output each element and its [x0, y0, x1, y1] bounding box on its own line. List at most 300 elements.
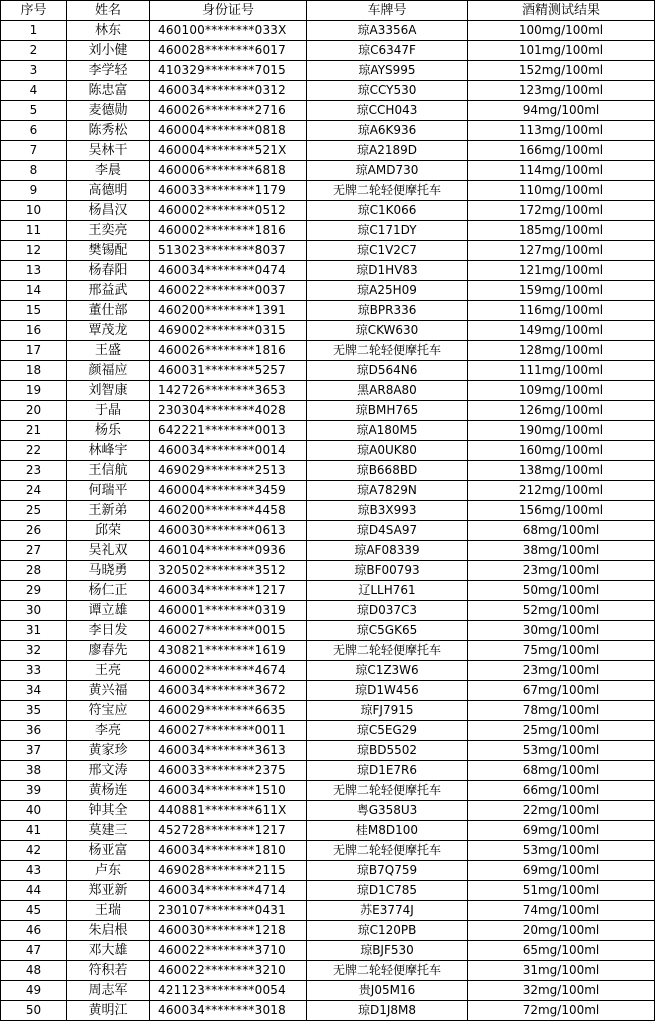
cell-id-number: 460004********0818	[150, 121, 307, 141]
cell-name: 于晶	[67, 401, 150, 421]
cell-alcohol-result: 67mg/100ml	[468, 681, 655, 701]
cell-name: 杨乐	[67, 421, 150, 441]
cell-alcohol-result: 53mg/100ml	[468, 841, 655, 861]
cell-plate-number: 无牌二轮轻便摩托车	[307, 341, 468, 361]
cell-serial-number: 49	[1, 981, 67, 1001]
table-row	[1, 381, 655, 401]
cell-plate-number: 琼B7Q759	[307, 861, 468, 881]
table-row	[1, 301, 655, 321]
cell-serial-number: 22	[1, 441, 67, 461]
cell-alcohol-result: 110mg/100ml	[468, 181, 655, 201]
cell-name: 刘小健	[67, 41, 150, 61]
cell-name: 李学轻	[67, 61, 150, 81]
table-row	[1, 921, 655, 941]
cell-plate-number: 琼D1HV83	[307, 261, 468, 281]
cell-plate-number: 苏E3774J	[307, 901, 468, 921]
cell-plate-number: 琼D037C3	[307, 601, 468, 621]
cell-serial-number: 31	[1, 621, 67, 641]
header-serial-number: 序号	[1, 1, 67, 21]
table-row	[1, 661, 655, 681]
cell-alcohol-result: 156mg/100ml	[468, 501, 655, 521]
cell-serial-number: 39	[1, 781, 67, 801]
cell-id-number: 142726********3653	[150, 381, 307, 401]
table-header	[1, 1, 655, 21]
cell-serial-number: 4	[1, 81, 67, 101]
cell-id-number: 460002********4674	[150, 661, 307, 681]
cell-alcohol-result: 31mg/100ml	[468, 961, 655, 981]
cell-serial-number: 26	[1, 521, 67, 541]
cell-alcohol-result: 74mg/100ml	[468, 901, 655, 921]
cell-name: 杨亚富	[67, 841, 150, 861]
cell-plate-number: 琼BPR336	[307, 301, 468, 321]
cell-serial-number: 5	[1, 101, 67, 121]
table-row	[1, 881, 655, 901]
cell-plate-number: 琼A6K936	[307, 121, 468, 141]
cell-id-number: 460034********4714	[150, 881, 307, 901]
cell-id-number: 460004********521X	[150, 141, 307, 161]
cell-id-number: 460033********1179	[150, 181, 307, 201]
cell-serial-number: 30	[1, 601, 67, 621]
cell-name: 钟其全	[67, 801, 150, 821]
cell-alcohol-result: 69mg/100ml	[468, 821, 655, 841]
cell-plate-number: 琼D1J8M8	[307, 1001, 468, 1021]
cell-plate-number: 琼CKW630	[307, 321, 468, 341]
cell-name: 黄杨连	[67, 781, 150, 801]
cell-serial-number: 1	[1, 21, 67, 41]
table-row	[1, 961, 655, 981]
cell-alcohol-result: 66mg/100ml	[468, 781, 655, 801]
cell-name: 卢东	[67, 861, 150, 881]
cell-serial-number: 11	[1, 221, 67, 241]
header-plate-number: 车牌号	[307, 1, 468, 21]
table-row	[1, 361, 655, 381]
cell-serial-number: 21	[1, 421, 67, 441]
cell-alcohol-result: 152mg/100ml	[468, 61, 655, 81]
table-row	[1, 581, 655, 601]
cell-id-number: 230107********0431	[150, 901, 307, 921]
table-row	[1, 461, 655, 481]
cell-name: 李晨	[67, 161, 150, 181]
cell-alcohol-result: 109mg/100ml	[468, 381, 655, 401]
table-row	[1, 701, 655, 721]
cell-alcohol-result: 128mg/100ml	[468, 341, 655, 361]
cell-serial-number: 10	[1, 201, 67, 221]
cell-alcohol-result: 127mg/100ml	[468, 241, 655, 261]
cell-id-number: 410329********7015	[150, 61, 307, 81]
cell-plate-number: 琼C120PB	[307, 921, 468, 941]
table-row	[1, 801, 655, 821]
table-row	[1, 721, 655, 741]
cell-alcohol-result: 23mg/100ml	[468, 661, 655, 681]
table-body	[1, 21, 655, 1021]
cell-serial-number: 32	[1, 641, 67, 661]
cell-name: 王亮	[67, 661, 150, 681]
table-row	[1, 281, 655, 301]
cell-plate-number: 琼C1K066	[307, 201, 468, 221]
cell-alcohol-result: 65mg/100ml	[468, 941, 655, 961]
cell-name: 郑亚新	[67, 881, 150, 901]
cell-serial-number: 38	[1, 761, 67, 781]
cell-plate-number: 琼C6347F	[307, 41, 468, 61]
cell-alcohol-result: 160mg/100ml	[468, 441, 655, 461]
cell-plate-number: 琼A180M5	[307, 421, 468, 441]
cell-plate-number: 琼A0UK80	[307, 441, 468, 461]
cell-alcohol-result: 32mg/100ml	[468, 981, 655, 1001]
table-row	[1, 521, 655, 541]
cell-alcohol-result: 172mg/100ml	[468, 201, 655, 221]
cell-id-number: 460002********1816	[150, 221, 307, 241]
table-row	[1, 261, 655, 281]
cell-serial-number: 50	[1, 1001, 67, 1021]
cell-id-number: 460034********0014	[150, 441, 307, 461]
cell-plate-number: 琼D4SA97	[307, 521, 468, 541]
cell-serial-number: 35	[1, 701, 67, 721]
cell-name: 符积若	[67, 961, 150, 981]
table-row	[1, 341, 655, 361]
cell-alcohol-result: 30mg/100ml	[468, 621, 655, 641]
cell-alcohol-result: 121mg/100ml	[468, 261, 655, 281]
cell-plate-number: 琼CCY530	[307, 81, 468, 101]
cell-alcohol-result: 123mg/100ml	[468, 81, 655, 101]
cell-serial-number: 28	[1, 561, 67, 581]
cell-name: 黄家珍	[67, 741, 150, 761]
table-row	[1, 501, 655, 521]
cell-serial-number: 43	[1, 861, 67, 881]
cell-serial-number: 3	[1, 61, 67, 81]
cell-name: 何瑞平	[67, 481, 150, 501]
table-row	[1, 401, 655, 421]
table-row	[1, 201, 655, 221]
cell-serial-number: 16	[1, 321, 67, 341]
table-row	[1, 981, 655, 1001]
cell-plate-number: 无牌二轮轻便摩托车	[307, 641, 468, 661]
cell-id-number: 320502********3512	[150, 561, 307, 581]
cell-name: 李亮	[67, 721, 150, 741]
cell-plate-number: 琼C5EG29	[307, 721, 468, 741]
table-row	[1, 861, 655, 881]
cell-plate-number: 琼D1W456	[307, 681, 468, 701]
cell-name: 邓大雄	[67, 941, 150, 961]
cell-id-number: 469028********2115	[150, 861, 307, 881]
cell-serial-number: 24	[1, 481, 67, 501]
cell-name: 朱启根	[67, 921, 150, 941]
header-alcohol-result: 酒精测试结果	[468, 1, 655, 21]
cell-name: 邢文涛	[67, 761, 150, 781]
cell-name: 杨春阳	[67, 261, 150, 281]
cell-serial-number: 41	[1, 821, 67, 841]
cell-alcohol-result: 20mg/100ml	[468, 921, 655, 941]
cell-name: 李日发	[67, 621, 150, 641]
cell-alcohol-result: 53mg/100ml	[468, 741, 655, 761]
cell-serial-number: 48	[1, 961, 67, 981]
cell-alcohol-result: 113mg/100ml	[468, 121, 655, 141]
cell-name: 周志军	[67, 981, 150, 1001]
cell-plate-number: 黑AR8A80	[307, 381, 468, 401]
cell-alcohol-result: 116mg/100ml	[468, 301, 655, 321]
cell-alcohol-result: 94mg/100ml	[468, 101, 655, 121]
cell-id-number: 460031********5257	[150, 361, 307, 381]
cell-serial-number: 33	[1, 661, 67, 681]
cell-id-number: 460028********6017	[150, 41, 307, 61]
cell-name: 杨昌汉	[67, 201, 150, 221]
cell-alcohol-result: 22mg/100ml	[468, 801, 655, 821]
cell-alcohol-result: 212mg/100ml	[468, 481, 655, 501]
cell-name: 吴礼双	[67, 541, 150, 561]
cell-plate-number: 琼BF00793	[307, 561, 468, 581]
cell-id-number: 460022********0037	[150, 281, 307, 301]
table-row	[1, 101, 655, 121]
cell-alcohol-result: 166mg/100ml	[468, 141, 655, 161]
cell-name: 王盛	[67, 341, 150, 361]
cell-alcohol-result: 72mg/100ml	[468, 1001, 655, 1021]
cell-plate-number: 琼FJ7915	[307, 701, 468, 721]
cell-name: 高德明	[67, 181, 150, 201]
cell-alcohol-result: 111mg/100ml	[468, 361, 655, 381]
cell-alcohol-result: 100mg/100ml	[468, 21, 655, 41]
cell-alcohol-result: 68mg/100ml	[468, 761, 655, 781]
cell-alcohol-result: 68mg/100ml	[468, 521, 655, 541]
cell-id-number: 421123********0054	[150, 981, 307, 1001]
cell-id-number: 469029********2513	[150, 461, 307, 481]
cell-id-number: 460034********0312	[150, 81, 307, 101]
cell-id-number: 513023********8037	[150, 241, 307, 261]
cell-id-number: 460033********2375	[150, 761, 307, 781]
cell-name: 林东	[67, 21, 150, 41]
cell-id-number: 460001********0319	[150, 601, 307, 621]
cell-name: 董仕部	[67, 301, 150, 321]
cell-plate-number: 琼C1V2C7	[307, 241, 468, 261]
cell-id-number: 460027********0015	[150, 621, 307, 641]
cell-id-number: 460030********0613	[150, 521, 307, 541]
cell-name: 邱荣	[67, 521, 150, 541]
cell-plate-number: 琼AMD730	[307, 161, 468, 181]
cell-serial-number: 29	[1, 581, 67, 601]
cell-serial-number: 8	[1, 161, 67, 181]
cell-plate-number: 琼B668BD	[307, 461, 468, 481]
cell-plate-number: 琼AYS995	[307, 61, 468, 81]
cell-serial-number: 34	[1, 681, 67, 701]
table-row	[1, 821, 655, 841]
cell-serial-number: 27	[1, 541, 67, 561]
cell-serial-number: 13	[1, 261, 67, 281]
cell-serial-number: 15	[1, 301, 67, 321]
cell-alcohol-result: 185mg/100ml	[468, 221, 655, 241]
cell-alcohol-result: 78mg/100ml	[468, 701, 655, 721]
table-row	[1, 481, 655, 501]
cell-serial-number: 18	[1, 361, 67, 381]
cell-plate-number: 无牌二轮轻便摩托车	[307, 841, 468, 861]
cell-id-number: 460026********1816	[150, 341, 307, 361]
cell-id-number: 460034********0474	[150, 261, 307, 281]
cell-id-number: 452728********1217	[150, 821, 307, 841]
cell-id-number: 460100********033X	[150, 21, 307, 41]
cell-plate-number: 琼A2189D	[307, 141, 468, 161]
cell-plate-number: 琼D1C785	[307, 881, 468, 901]
cell-plate-number: 贵J05M16	[307, 981, 468, 1001]
cell-plate-number: 琼A25H09	[307, 281, 468, 301]
cell-id-number: 460026********2716	[150, 101, 307, 121]
cell-name: 樊锡配	[67, 241, 150, 261]
cell-alcohol-result: 101mg/100ml	[468, 41, 655, 61]
table-row	[1, 61, 655, 81]
cell-id-number: 460006********6818	[150, 161, 307, 181]
cell-alcohol-result: 25mg/100ml	[468, 721, 655, 741]
cell-id-number: 460029********6635	[150, 701, 307, 721]
cell-name: 杨仁正	[67, 581, 150, 601]
table-row	[1, 161, 655, 181]
table-row	[1, 221, 655, 241]
cell-id-number: 460004********3459	[150, 481, 307, 501]
cell-serial-number: 36	[1, 721, 67, 741]
table-row	[1, 441, 655, 461]
cell-name: 陈秀松	[67, 121, 150, 141]
cell-plate-number: 琼CCH043	[307, 101, 468, 121]
table-row	[1, 81, 655, 101]
table-row	[1, 941, 655, 961]
cell-alcohol-result: 149mg/100ml	[468, 321, 655, 341]
cell-id-number: 460200********1391	[150, 301, 307, 321]
cell-serial-number: 23	[1, 461, 67, 481]
cell-alcohol-result: 190mg/100ml	[468, 421, 655, 441]
cell-serial-number: 40	[1, 801, 67, 821]
cell-id-number: 460034********3613	[150, 741, 307, 761]
cell-name: 黄明江	[67, 1001, 150, 1021]
cell-plate-number: 琼D564N6	[307, 361, 468, 381]
cell-alcohol-result: 23mg/100ml	[468, 561, 655, 581]
cell-serial-number: 14	[1, 281, 67, 301]
cell-name: 陈忠富	[67, 81, 150, 101]
cell-plate-number: 琼D1E7R6	[307, 761, 468, 781]
cell-name: 覃茂龙	[67, 321, 150, 341]
cell-name: 麦德勋	[67, 101, 150, 121]
table-row	[1, 901, 655, 921]
cell-plate-number: 无牌二轮轻便摩托车	[307, 181, 468, 201]
cell-serial-number: 37	[1, 741, 67, 761]
header-row	[1, 1, 655, 21]
cell-plate-number: 琼C1Z3W6	[307, 661, 468, 681]
cell-name: 刘智康	[67, 381, 150, 401]
cell-plate-number: 桂M8D100	[307, 821, 468, 841]
cell-serial-number: 44	[1, 881, 67, 901]
cell-plate-number: 琼AF08339	[307, 541, 468, 561]
cell-id-number: 460034********3018	[150, 1001, 307, 1021]
cell-name: 颜福应	[67, 361, 150, 381]
header-name: 姓名	[67, 1, 150, 21]
table-row	[1, 121, 655, 141]
cell-alcohol-result: 126mg/100ml	[468, 401, 655, 421]
table-row	[1, 841, 655, 861]
table-row	[1, 641, 655, 661]
cell-alcohol-result: 159mg/100ml	[468, 281, 655, 301]
cell-name: 谭立雄	[67, 601, 150, 621]
header-id-number: 身份证号	[150, 1, 307, 21]
cell-id-number: 460034********1510	[150, 781, 307, 801]
cell-name: 王奕亮	[67, 221, 150, 241]
cell-plate-number: 琼BJF530	[307, 941, 468, 961]
cell-alcohol-result: 51mg/100ml	[468, 881, 655, 901]
table-row	[1, 1001, 655, 1021]
cell-id-number: 460022********3710	[150, 941, 307, 961]
cell-id-number: 469002********0315	[150, 321, 307, 341]
cell-alcohol-result: 138mg/100ml	[468, 461, 655, 481]
cell-plate-number: 琼A3356A	[307, 21, 468, 41]
cell-id-number: 460034********1217	[150, 581, 307, 601]
cell-name: 王新弟	[67, 501, 150, 521]
cell-name: 符宝应	[67, 701, 150, 721]
cell-plate-number: 无牌二轮轻便摩托车	[307, 961, 468, 981]
cell-serial-number: 7	[1, 141, 67, 161]
cell-id-number: 460034********3672	[150, 681, 307, 701]
cell-serial-number: 45	[1, 901, 67, 921]
cell-alcohol-result: 75mg/100ml	[468, 641, 655, 661]
table-row	[1, 681, 655, 701]
cell-serial-number: 42	[1, 841, 67, 861]
table-row	[1, 781, 655, 801]
cell-plate-number: 琼C171DY	[307, 221, 468, 241]
table-row	[1, 321, 655, 341]
cell-alcohol-result: 114mg/100ml	[468, 161, 655, 181]
cell-id-number: 460030********1218	[150, 921, 307, 941]
table-row	[1, 541, 655, 561]
cell-plate-number: 粤G358U3	[307, 801, 468, 821]
cell-serial-number: 17	[1, 341, 67, 361]
cell-name: 林峰宇	[67, 441, 150, 461]
cell-serial-number: 20	[1, 401, 67, 421]
table-row	[1, 741, 655, 761]
cell-plate-number: 琼BD5502	[307, 741, 468, 761]
cell-name: 王信航	[67, 461, 150, 481]
table-row	[1, 141, 655, 161]
cell-id-number: 230304********4028	[150, 401, 307, 421]
cell-plate-number: 琼B3X993	[307, 501, 468, 521]
cell-serial-number: 25	[1, 501, 67, 521]
cell-alcohol-result: 50mg/100ml	[468, 581, 655, 601]
table-row	[1, 181, 655, 201]
cell-name: 马晓勇	[67, 561, 150, 581]
table-row	[1, 621, 655, 641]
cell-serial-number: 19	[1, 381, 67, 401]
cell-plate-number: 琼C5GK65	[307, 621, 468, 641]
cell-serial-number: 12	[1, 241, 67, 261]
cell-plate-number: 无牌二轮轻便摩托车	[307, 781, 468, 801]
cell-name: 王瑞	[67, 901, 150, 921]
cell-id-number: 430821********1619	[150, 641, 307, 661]
cell-serial-number: 46	[1, 921, 67, 941]
table-row	[1, 561, 655, 581]
table-row	[1, 41, 655, 61]
table-row	[1, 421, 655, 441]
cell-name: 廖春先	[67, 641, 150, 661]
cell-plate-number: 琼BMH765	[307, 401, 468, 421]
cell-serial-number: 9	[1, 181, 67, 201]
cell-alcohol-result: 69mg/100ml	[468, 861, 655, 881]
cell-id-number: 460002********0512	[150, 201, 307, 221]
table-row	[1, 21, 655, 41]
table-row	[1, 601, 655, 621]
cell-id-number: 460027********0011	[150, 721, 307, 741]
table-row	[1, 241, 655, 261]
cell-id-number: 460200********4458	[150, 501, 307, 521]
cell-name: 黄兴福	[67, 681, 150, 701]
cell-id-number: 642221********0013	[150, 421, 307, 441]
cell-id-number: 460022********3210	[150, 961, 307, 981]
cell-alcohol-result: 52mg/100ml	[468, 601, 655, 621]
cell-name: 邢益武	[67, 281, 150, 301]
cell-alcohol-result: 38mg/100ml	[468, 541, 655, 561]
cell-serial-number: 6	[1, 121, 67, 141]
cell-serial-number: 47	[1, 941, 67, 961]
cell-plate-number: 辽LLH761	[307, 581, 468, 601]
